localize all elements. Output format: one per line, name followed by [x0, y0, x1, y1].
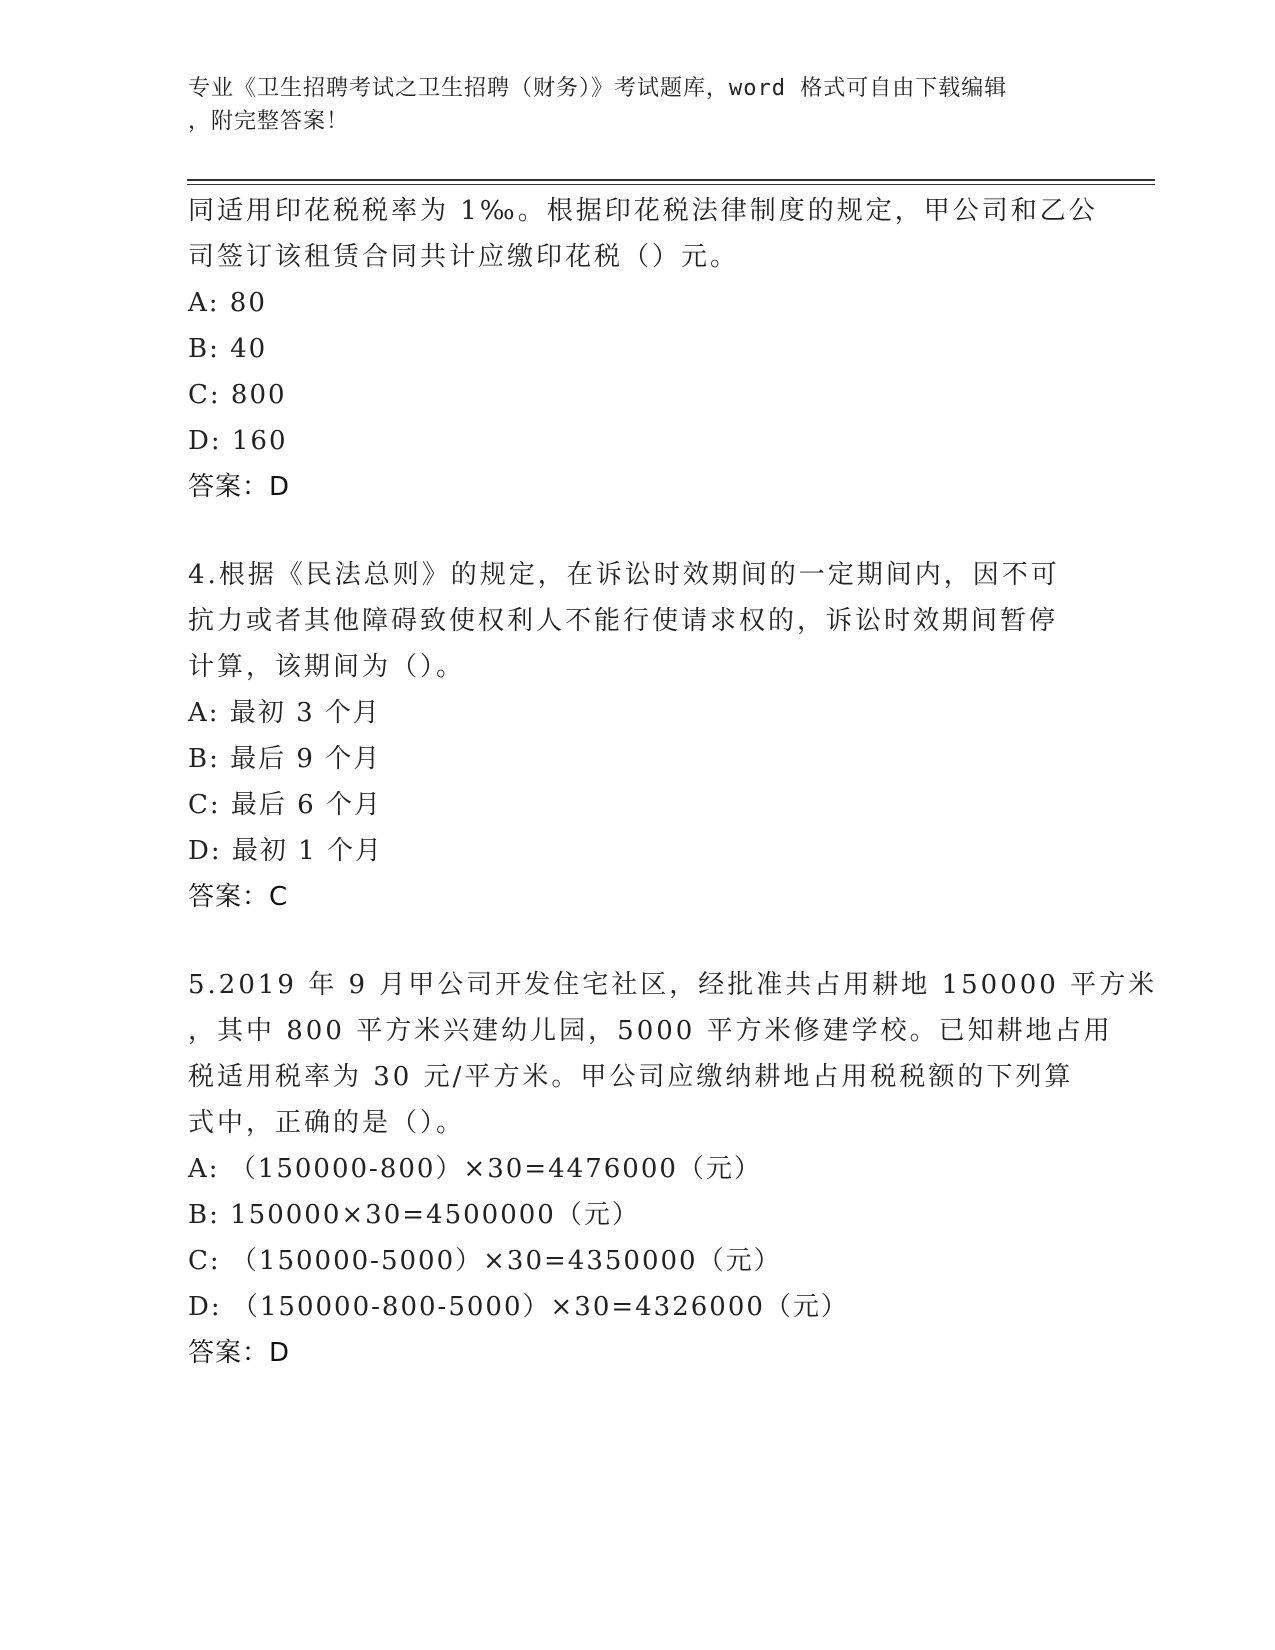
option-a: A: 80 — [188, 288, 267, 318]
option-b: B: 150000×30=4500000（元） — [188, 1200, 640, 1230]
question-text-line: 同适用印花税税率为 1‰。根据印花税法律制度的规定，甲公司和乙公 — [188, 196, 1098, 226]
question-text-line: 5.2019 年 9 月甲公司开发住宅社区，经批准共占用耕地 150000 平方米 — [188, 970, 1158, 1000]
question-4 — [188, 552, 1088, 920]
header-title-line-1: 专业《卫生招聘考试之卫生招聘（财务）》考试题库，word 格式可自由下载编辑 — [188, 76, 1008, 101]
question-text-line: ，其中 800 平方米兴建幼儿园，5000 平方米修建学校。已知耕地占用 — [188, 1016, 1113, 1046]
option-b: B: 最后 9 个月 — [188, 744, 382, 774]
answer-line: 答案：D — [188, 1338, 291, 1368]
question-text-line: 式中，正确的是（）。 — [188, 1108, 466, 1138]
document-header — [188, 72, 1068, 138]
answer-line: 答案：D — [188, 472, 291, 502]
header-divider-thick — [187, 179, 1155, 181]
question-text-line: 抗力或者其他障碍致使权利人不能行使请求权的，诉讼时效期间暂停 — [188, 606, 1059, 636]
option-d: D: 160 — [188, 426, 288, 456]
option-c: C: 800 — [188, 380, 287, 410]
question-text-line: 司签订该租赁合同共计应缴印花税（）元。 — [188, 242, 740, 272]
answer-line: 答案：C — [188, 882, 289, 912]
question-list — [188, 188, 1158, 1376]
option-a: A: （150000-800）×30=4476000（元） — [188, 1154, 762, 1184]
question-3 — [188, 188, 1098, 510]
option-d: D: （150000-800-5000）×30=4326000（元） — [188, 1292, 849, 1322]
option-d: D: 最初 1 个月 — [188, 836, 383, 866]
header-divider-thin — [187, 184, 1155, 185]
question-spacer — [188, 510, 1088, 552]
option-c: C: （150000-5000）×30=4350000（元） — [188, 1246, 782, 1276]
question-5 — [188, 962, 1158, 1376]
question-text-line: 4.根据《民法总则》的规定，在诉讼时效期间的一定期间内，因不可 — [188, 560, 1060, 590]
option-a: A: 最初 3 个月 — [188, 698, 381, 728]
option-c: C: 最后 6 个月 — [188, 790, 382, 820]
question-spacer — [188, 920, 1088, 962]
option-b: B: 40 — [188, 334, 268, 364]
question-text-line: 计算，该期间为（）。 — [188, 652, 466, 682]
header-title-line-2: ，附完整答案！ — [188, 109, 350, 134]
question-text-line: 税适用税率为 30 元/平方米。甲公司应缴纳耕地占用税税额的下列算 — [188, 1062, 1074, 1092]
